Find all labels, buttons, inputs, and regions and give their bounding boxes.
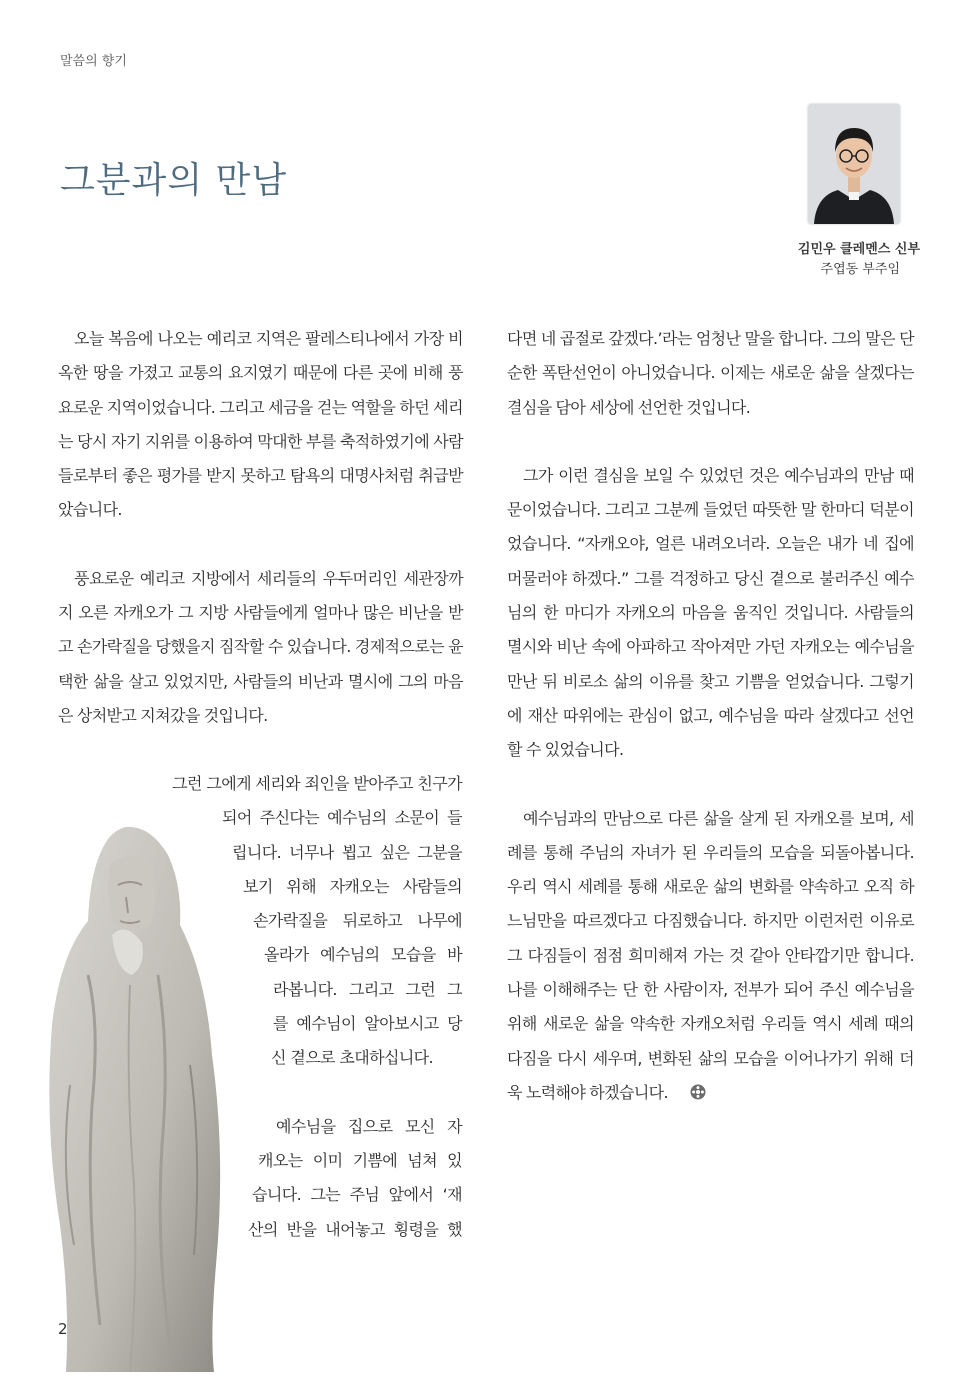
text-line: 습니다. 그는 주님 앞에서 ‘재 [252, 1185, 462, 1205]
body-paragraph: 오늘 복음에 나오는 예리코 지역은 팔레스티나에서 가장 비옥한 땅을 가졌고 교통의 요지였기 때문에 다른 곳에 비해 풍요로운 지역이었습니다. 그리고 세금을 걷는 역할을 하던 세리는 당시 자기 지위를 이용하여 막대한 부를 축적하였기에 사람들로부터 좋은 평가를 받지 못하고 탐욕의 대명사처럼 취급받았습니다. [58, 329, 463, 520]
text-line: 캐오는 이미 기쁨에 넘쳐 있 [258, 1150, 462, 1170]
praying-statue-image [30, 825, 230, 1372]
body-paragraph: 풍요로운 예리코 지방에서 세리들의 우두머리인 세관장까지 오른 자캐오가 그 지방 사람들에게 얼마나 많은 비난을 받고 손가락질을 당했을지 짐작할 수 있습니다. 경제적으로는 윤택한 삶을 살고 있었지만, 사람들의 비난과 멸시에 그의 마음은 상처받고 지쳐갔을 것입니다. [58, 568, 463, 725]
text-line: 라봅니다. 그리고 그런 그 [273, 979, 462, 999]
body-paragraph [507, 802, 914, 1111]
text-line: 보기 위해 자캐오는 사람들의 [243, 876, 462, 896]
statue-image [30, 825, 230, 1372]
text-line: 를 예수님이 알아보시고 당 [273, 1014, 462, 1034]
body-paragraph: 그가 이런 결심을 보일 수 있었던 것은 예수님과의 만남 때문이었습니다. 그리고 그분께 들었던 따뜻한 말 한마디 덕분이었습니다. “자캐오야, 얼른 내려오너라. 오늘은 내가 네 집에 머물러야 하겠다.” 그를 걱정하고 당신 곁으로 불러주신 예수님의 한 마디가 자캐오의 마음을 움직인 것입니다. 사람들의 멸시와 비난 속에 아파하고 작아져만 가던 자캐오는 예수님을 만난 뒤 비로소 삶의 이유를 찾고 기쁨을 얻었습니다. 그렇기에 재산 따위에는 관심이 없고, 예수님을 따라 살겠다고 선언할 수 있었습니다. [507, 465, 914, 760]
author-photo [808, 104, 900, 224]
author-role: 주엽동 부주임 [820, 262, 900, 277]
text-line: 그런 그에게 세리와 죄인을 받아주고 친구가 [172, 774, 462, 793]
body-paragraph-text: 예수님과의 만남으로 다른 삶을 살게 된 자캐오를 보며, 세례를 통해 주님의 자녀가 된 우리들의 모습을 되돌아봅니다. 우리 역시 세례를 통해 새로운 삶의 변화를 약속하고 오직 하느님만을 따르겠다고 다짐했습니다. 하지만 이런저런 이유로 그 다짐들이 점점 희미해져 가는 것 같아 안타깝기만 합니다. 나를 이해해주는 단 한 사람이자, 전부가 되어 주신 예수님을 위해 새로운 삶을 약속한 자캐오처럼 우리들 역시 세례 때의 다짐을 다시 세우며, 변화된 삶의 모습을 이어나가기 위해 더욱 노력해야 하겠습니다. [507, 808, 914, 1102]
text-line: 손가락질을 뒤로하고 나무에 [253, 911, 462, 931]
text-line: 예수님을 집으로 모신 자 [276, 1116, 462, 1136]
text-line: 신 곁으로 초대하십니다. [271, 1048, 434, 1068]
page-title: 그분과의 만남 [60, 160, 288, 201]
text-line: 립니다. 너무나 뵙고 싶은 그분을 [232, 842, 462, 862]
end-ornament-icon [674, 1078, 690, 1094]
section-label: 말씀의 향기 [60, 54, 127, 69]
priest-portrait-photo [808, 104, 900, 224]
body-paragraph: 다면 네 곱절로 갚겠다.’라는 엄청난 말을 합니다. 그의 말은 단순한 폭탄선언이 아니었습니다. 이제는 새로운 삶을 살겠다는 결심을 담아 세상에 선언한 것입니다. [507, 329, 914, 417]
right-column [507, 322, 914, 1144]
left-column [58, 322, 463, 767]
text-line: 산의 반을 내어놓고 횡령을 했 [248, 1219, 462, 1239]
page-number: 2 [58, 1320, 68, 1338]
author-name: 김민우 클레멘스 신부 [797, 242, 920, 257]
text-line: 올라가 예수님의 모습을 바 [264, 945, 462, 965]
text-line: 되어 주신다는 예수님의 소문이 들 [222, 808, 462, 828]
